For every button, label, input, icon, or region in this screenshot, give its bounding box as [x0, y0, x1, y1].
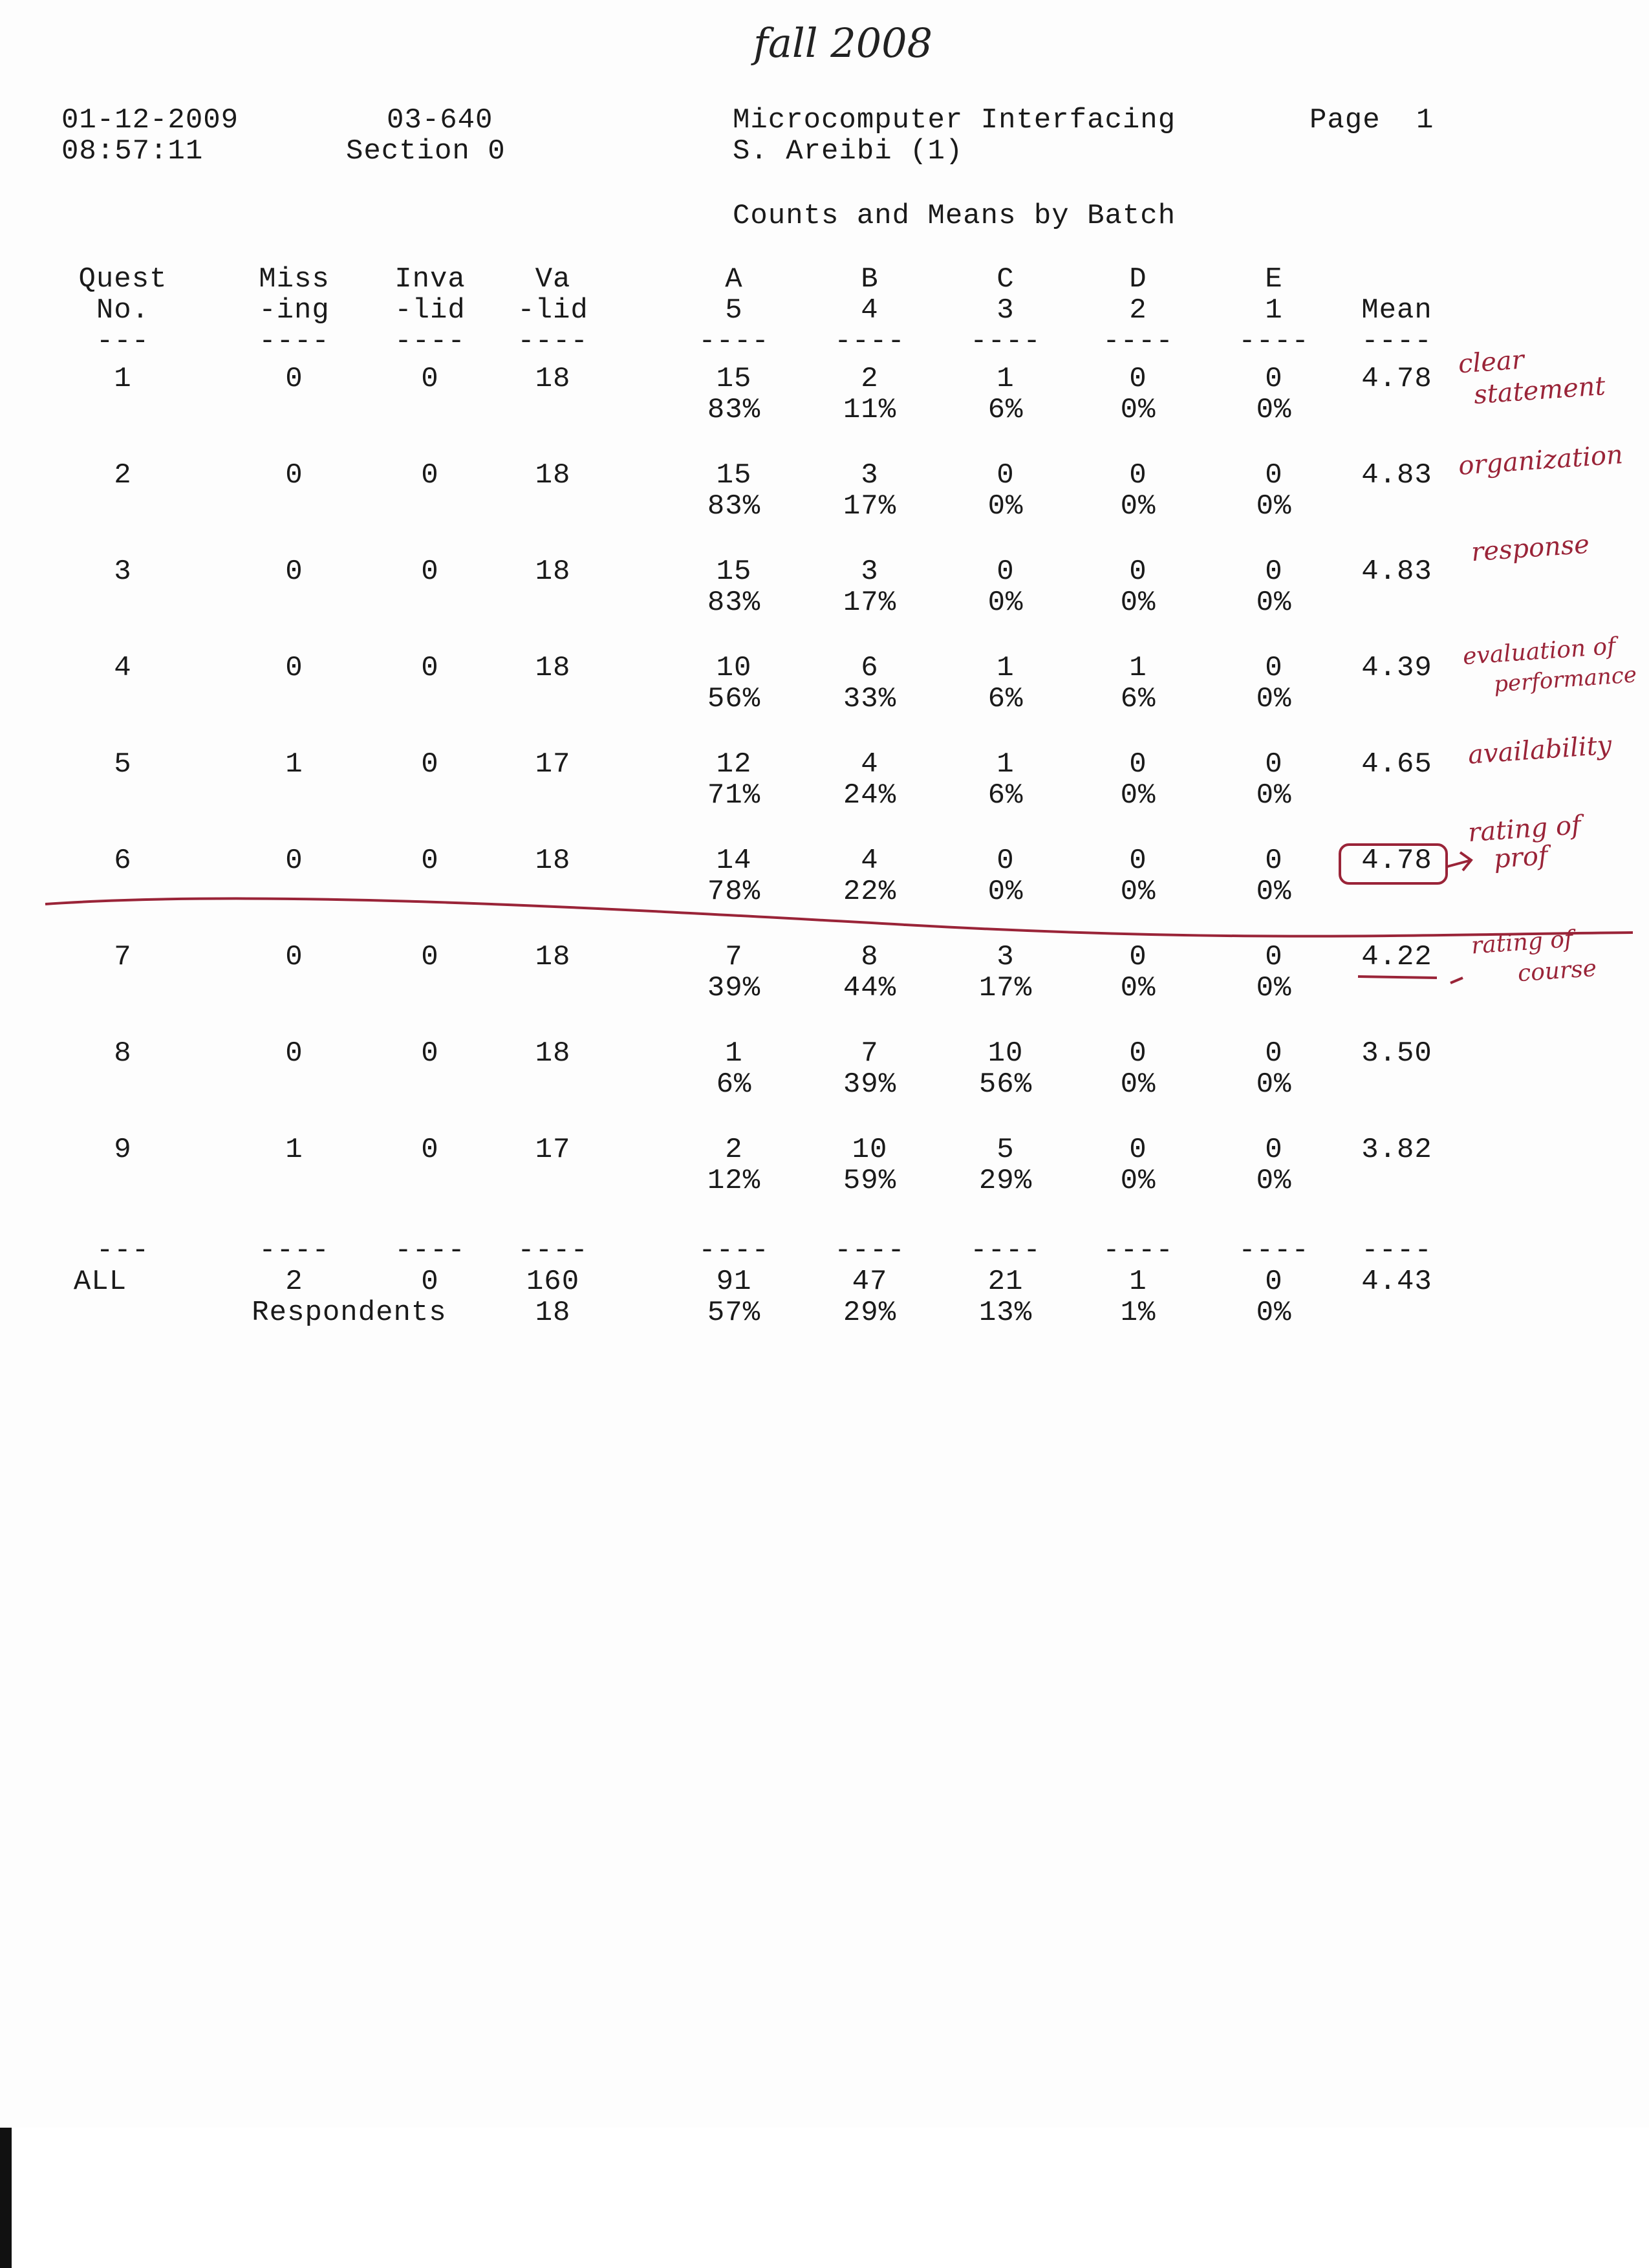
question-number: 8 [114, 1037, 132, 1070]
response-count: 1 [725, 1037, 743, 1070]
header-rule: ---- [970, 325, 1041, 358]
response-percent: 6% [987, 779, 1024, 812]
column-header-bottom: -ing [259, 294, 330, 327]
response-percent: 0% [1120, 587, 1156, 619]
column-header-top: D [1129, 263, 1147, 296]
response-count: 1 [1129, 652, 1147, 684]
response-percent: 83% [707, 394, 761, 426]
header-rule: ---- [834, 325, 905, 358]
totals-mean: 4.43 [1361, 1266, 1432, 1298]
question-number: 1 [114, 363, 132, 395]
response-percent: 59% [843, 1165, 897, 1197]
respondents-label: Respondents [252, 1297, 447, 1329]
response-percent: 0% [1120, 490, 1156, 523]
valid-count: 18 [535, 652, 571, 684]
totals-percent: 13% [978, 1297, 1033, 1329]
response-percent: 6% [987, 683, 1024, 715]
response-count: 0 [997, 845, 1015, 877]
response-count: 0 [1265, 845, 1283, 877]
valid-count: 18 [535, 941, 571, 973]
response-count: 0 [1129, 845, 1147, 877]
mean-score: 4.83 [1361, 556, 1432, 588]
response-count: 6 [861, 652, 879, 684]
divider-line [45, 898, 1633, 936]
column-header-top: E [1265, 263, 1283, 296]
column-header-bottom: No. [96, 294, 150, 327]
question-number: 5 [114, 748, 132, 781]
column-header-top: A [725, 263, 743, 296]
report-time: 08:57:11 [61, 135, 204, 167]
column-header-top: Va [535, 263, 571, 296]
response-count: 0 [1265, 941, 1283, 973]
response-count: 8 [861, 941, 879, 973]
response-percent: 0% [1256, 587, 1292, 619]
valid-count: 18 [535, 363, 571, 395]
invalid-count: 0 [421, 652, 439, 684]
scanner-bed [0, 2128, 1649, 2268]
totals-percent: 1% [1120, 1297, 1156, 1329]
response-count: 0 [997, 459, 1015, 491]
margin-note-line: response [1470, 529, 1591, 568]
column-header-bottom: 1 [1265, 294, 1283, 327]
response-count: 0 [1129, 363, 1147, 395]
response-count: 0 [1265, 556, 1283, 588]
response-percent: 33% [843, 683, 897, 715]
column-header-bottom: -lid [517, 294, 588, 327]
response-percent: 0% [1256, 1165, 1292, 1197]
totals-rule: ---- [259, 1235, 330, 1267]
report-date: 01-12-2009 [61, 104, 239, 136]
margin-note-line: rating of [1470, 925, 1574, 960]
invalid-count: 0 [421, 556, 439, 588]
response-percent: 0% [1120, 779, 1156, 812]
column-header-top: Quest [78, 263, 167, 296]
totals-invalid: 0 [421, 1266, 439, 1298]
tick-mark [1450, 978, 1463, 983]
response-count: 14 [716, 845, 752, 877]
column-header-bottom: 4 [861, 294, 879, 327]
response-count: 10 [716, 652, 752, 684]
response-count: 2 [861, 363, 879, 395]
response-count: 0 [1265, 363, 1283, 395]
question-number: 9 [114, 1134, 132, 1166]
valid-count: 18 [535, 845, 571, 877]
missing-count: 1 [285, 748, 303, 781]
response-count: 12 [716, 748, 752, 781]
totals-count: 91 [716, 1266, 752, 1298]
response-count: 1 [997, 363, 1015, 395]
valid-count: 18 [535, 556, 571, 588]
response-count: 0 [1265, 1037, 1283, 1070]
response-percent: 0% [987, 490, 1024, 523]
totals-rule: ---- [970, 1235, 1041, 1267]
handwritten-title: fall 2008 [753, 19, 933, 67]
report-title: Counts and Means by Batch [733, 200, 1176, 232]
totals-missing: 2 [285, 1266, 303, 1298]
header-rule: ---- [1361, 325, 1432, 358]
instructor-name: S. Areibi (1) [733, 135, 964, 167]
valid-count: 17 [535, 1134, 571, 1166]
response-percent: 0% [1256, 683, 1292, 715]
question-number: 4 [114, 652, 132, 684]
course-title: Microcomputer Interfacing [733, 104, 1176, 136]
response-count: 10 [852, 1134, 888, 1166]
mean-score: 4.65 [1361, 748, 1432, 781]
header-rule: --- [96, 325, 150, 358]
response-percent: 0% [1256, 394, 1292, 426]
margin-note-line: evaluation of [1461, 632, 1617, 671]
totals-rule: ---- [517, 1235, 588, 1267]
invalid-count: 0 [421, 845, 439, 877]
column-header-top: B [861, 263, 879, 296]
header-rule: ---- [259, 325, 330, 358]
margin-note-line: course [1516, 955, 1598, 988]
mean-circle-mark [1340, 845, 1447, 883]
header-rule: ---- [394, 325, 466, 358]
page-number: 1 [1416, 104, 1434, 136]
question-number: 6 [114, 845, 132, 877]
section-label: Section 0 [346, 135, 506, 167]
totals-rule: ---- [394, 1235, 466, 1267]
response-count: 15 [716, 363, 752, 395]
column-header-bottom: -lid [394, 294, 466, 327]
mean-score: 4.22 [1361, 941, 1432, 973]
totals-rule: ---- [1361, 1235, 1432, 1267]
missing-count: 0 [285, 1037, 303, 1070]
column-header-bottom: 3 [997, 294, 1015, 327]
response-percent: 0% [1256, 1068, 1292, 1101]
response-count: 0 [1129, 1037, 1147, 1070]
response-count: 0 [1129, 459, 1147, 491]
margin-note-line: performance [1493, 662, 1638, 698]
column-header-bottom: 2 [1129, 294, 1147, 327]
header-rule: ---- [1103, 325, 1174, 358]
response-percent: 83% [707, 490, 761, 523]
response-count: 2 [725, 1134, 743, 1166]
response-count: 0 [997, 556, 1015, 588]
mean-score: 3.82 [1361, 1134, 1432, 1166]
response-percent: 0% [1256, 876, 1292, 908]
totals-count: 21 [987, 1266, 1024, 1298]
valid-count: 18 [535, 459, 571, 491]
question-number: 3 [114, 556, 132, 588]
response-percent: 0% [1120, 394, 1156, 426]
question-number: 2 [114, 459, 132, 491]
missing-count: 0 [285, 459, 303, 491]
response-percent: 71% [707, 779, 761, 812]
response-percent: 0% [1256, 972, 1292, 1004]
response-percent: 83% [707, 587, 761, 619]
response-count: 0 [1265, 1134, 1283, 1166]
margin-note-line: statement [1472, 371, 1606, 411]
column-header-top: C [997, 263, 1015, 296]
missing-count: 0 [285, 845, 303, 877]
invalid-count: 0 [421, 748, 439, 781]
margin-note-line: rating of [1467, 810, 1582, 848]
response-percent: 6% [1120, 683, 1156, 715]
response-count: 3 [861, 556, 879, 588]
response-percent: 29% [978, 1165, 1033, 1197]
totals-rule: --- [96, 1235, 150, 1267]
missing-count: 0 [285, 363, 303, 395]
response-count: 7 [861, 1037, 879, 1070]
valid-count: 17 [535, 748, 571, 781]
response-percent: 0% [1120, 1068, 1156, 1101]
totals-rule: ---- [834, 1235, 905, 1267]
arrow-mark [1447, 852, 1471, 870]
totals-percent: 29% [843, 1297, 897, 1329]
response-percent: 0% [987, 876, 1024, 908]
response-percent: 22% [843, 876, 897, 908]
response-count: 4 [861, 845, 879, 877]
response-count: 0 [1129, 748, 1147, 781]
response-count: 3 [997, 941, 1015, 973]
response-percent: 11% [843, 394, 897, 426]
response-percent: 12% [707, 1165, 761, 1197]
response-percent: 17% [843, 490, 897, 523]
column-header-bottom: 5 [725, 294, 743, 327]
response-count: 1 [997, 748, 1015, 781]
missing-count: 1 [285, 1134, 303, 1166]
invalid-count: 0 [421, 1134, 439, 1166]
response-percent: 56% [978, 1068, 1033, 1101]
mean-score: 4.83 [1361, 459, 1432, 491]
margin-note-line: availability [1467, 730, 1613, 770]
response-percent: 0% [1256, 490, 1292, 523]
response-percent: 24% [843, 779, 897, 812]
response-count: 15 [716, 459, 752, 491]
response-count: 7 [725, 941, 743, 973]
totals-count: 1 [1129, 1266, 1147, 1298]
invalid-count: 0 [421, 459, 439, 491]
mean-score: 4.39 [1361, 652, 1432, 684]
totals-percent: 57% [707, 1297, 761, 1329]
course-code: 03-640 [387, 104, 493, 136]
response-percent: 0% [1120, 972, 1156, 1004]
response-count: 10 [987, 1037, 1024, 1070]
totals-label: ALL [73, 1266, 127, 1298]
totals-rule: ---- [698, 1235, 770, 1267]
header-rule: ---- [1238, 325, 1310, 358]
header-rule: ---- [698, 325, 770, 358]
totals-rule: ---- [1238, 1235, 1310, 1267]
respondents-count: 18 [535, 1297, 571, 1329]
response-count: 15 [716, 556, 752, 588]
response-count: 1 [997, 652, 1015, 684]
invalid-count: 0 [421, 941, 439, 973]
page-label: Page [1310, 104, 1381, 136]
column-header-top: Miss [259, 263, 330, 296]
response-count: 0 [1265, 459, 1283, 491]
totals-rule: ---- [1103, 1235, 1174, 1267]
column-header-bottom: Mean [1361, 294, 1432, 327]
response-percent: 17% [978, 972, 1033, 1004]
response-percent: 0% [1120, 876, 1156, 908]
valid-count: 18 [535, 1037, 571, 1070]
totals-count: 47 [852, 1266, 888, 1298]
response-percent: 0% [1256, 779, 1292, 812]
response-percent: 39% [843, 1068, 897, 1101]
response-count: 0 [1265, 652, 1283, 684]
response-count: 3 [861, 459, 879, 491]
totals-count: 0 [1265, 1266, 1283, 1298]
response-count: 0 [1129, 556, 1147, 588]
missing-count: 0 [285, 652, 303, 684]
column-header-top: Inva [394, 263, 466, 296]
response-count: 5 [997, 1134, 1015, 1166]
invalid-count: 0 [421, 1037, 439, 1070]
scan-edge-shadow [0, 2128, 12, 2268]
response-percent: 39% [707, 972, 761, 1004]
response-percent: 6% [987, 394, 1024, 426]
response-percent: 17% [843, 587, 897, 619]
underline-mark [1358, 977, 1437, 978]
response-percent: 6% [716, 1068, 752, 1101]
response-percent: 0% [987, 587, 1024, 619]
missing-count: 0 [285, 941, 303, 973]
totals-percent: 0% [1256, 1297, 1292, 1329]
totals-valid: 160 [526, 1266, 580, 1298]
response-count: 0 [1129, 1134, 1147, 1166]
response-percent: 56% [707, 683, 761, 715]
header-rule: ---- [517, 325, 588, 358]
invalid-count: 0 [421, 363, 439, 395]
response-count: 4 [861, 748, 879, 781]
margin-note-line: clear [1457, 345, 1525, 380]
response-percent: 78% [707, 876, 761, 908]
mean-score: 4.78 [1361, 845, 1432, 877]
missing-count: 0 [285, 556, 303, 588]
response-count: 0 [1265, 748, 1283, 781]
margin-note-line: organization [1457, 440, 1624, 481]
mean-score: 3.50 [1361, 1037, 1432, 1070]
question-number: 7 [114, 941, 132, 973]
response-percent: 44% [843, 972, 897, 1004]
mean-score: 4.78 [1361, 363, 1432, 395]
margin-note-line: prof [1493, 841, 1549, 874]
response-percent: 0% [1120, 1165, 1156, 1197]
response-count: 0 [1129, 941, 1147, 973]
